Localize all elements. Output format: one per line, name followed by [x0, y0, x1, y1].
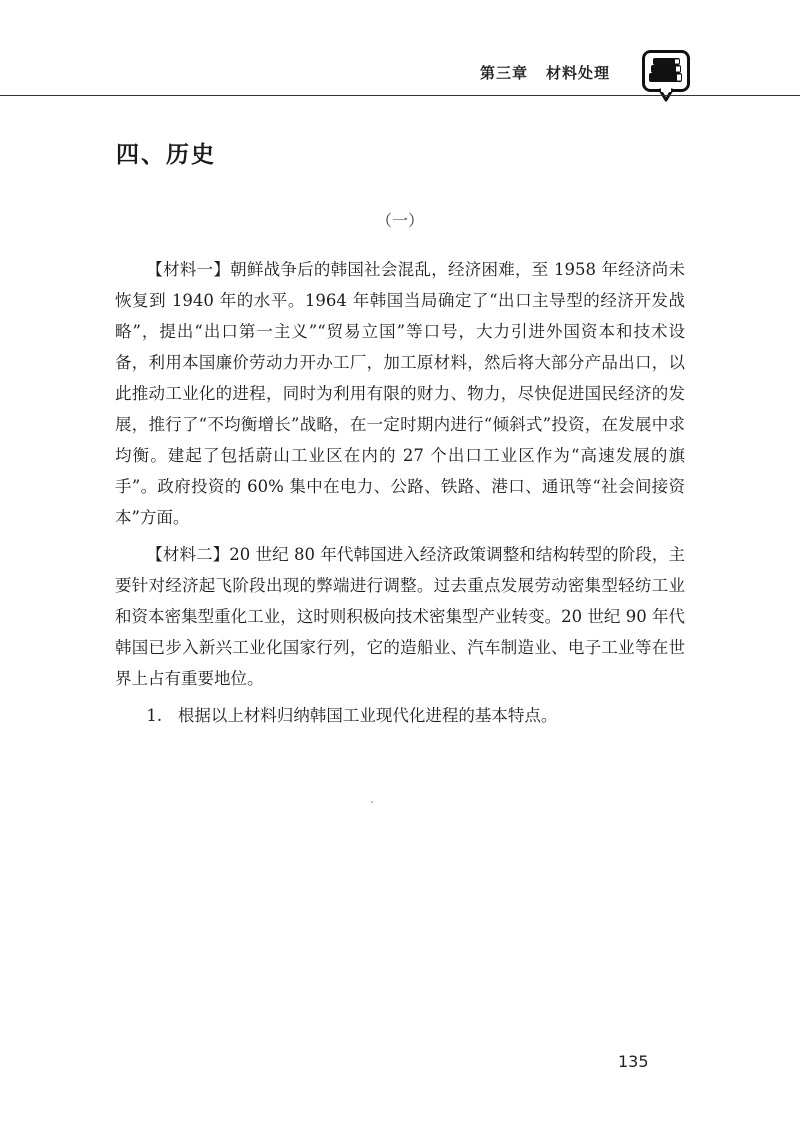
question-text: 根据以上材料归纳韩国工业现代化进程的基本特点。 [177, 706, 558, 725]
running-head [480, 62, 610, 83]
page-number: 135 [618, 1052, 649, 1071]
body-text [115, 254, 685, 737]
material-text: 朝鲜战争后的韩国社会混乱，经济困难，至 1958 年经济尚未恢复到 1940 年的水平。1964 年韩国当局确定了“出口主导型的经济开发战略”，提出“出口第一主义”“贸易立国”等口号，大力引进外国资本和技术设备，利用本国廉价劳动力开办工厂，加工原材料，然后将大部分产品出口，以此推动工业化的进程，同时为利用有限的财力、物力，尽快促进国民经济的发展，推行了“不均衡增长”战略，在一定时期内进行“倾斜式”投资，在发展中求均衡。建起了包括蔚山工业区在内的 27 个出口工业区作为“高速发展的旗手”。政府投资的 60% 集中在电力、公路、铁路、港口、通讯等“社会间接资本”方面。 [115, 260, 685, 527]
chapter-number: 第三章 [479, 64, 528, 82]
question-number: 1. [146, 706, 163, 725]
chapter-title: 材料处理 [545, 64, 610, 82]
material-paragraph-1 [115, 254, 685, 533]
header-rule [0, 95, 800, 96]
material-paragraph-2 [115, 539, 685, 694]
section-title: 四、历史 [116, 142, 216, 168]
material-text: 20 世纪 80 年代韩国进入经济政策调整和结构转型的阶段，主要针对经济起飞阶段出现的弊端进行调整。过去重点发展劳动密集型轻纺工业和资本密集型重化工业，这时则积极向技术密集型产业转变。20 世纪 90 年代韩国已步入新兴工业化国家行列，它的造船业、汽车制造业、电子工业等在世界上占有重要地位。 [115, 545, 685, 688]
material-label: 【材料二】 [146, 545, 230, 564]
material-label: 【材料一】 [146, 260, 231, 279]
scan-speck [371, 801, 373, 803]
subsection-title: （一） [375, 211, 424, 230]
question-1 [115, 700, 685, 731]
